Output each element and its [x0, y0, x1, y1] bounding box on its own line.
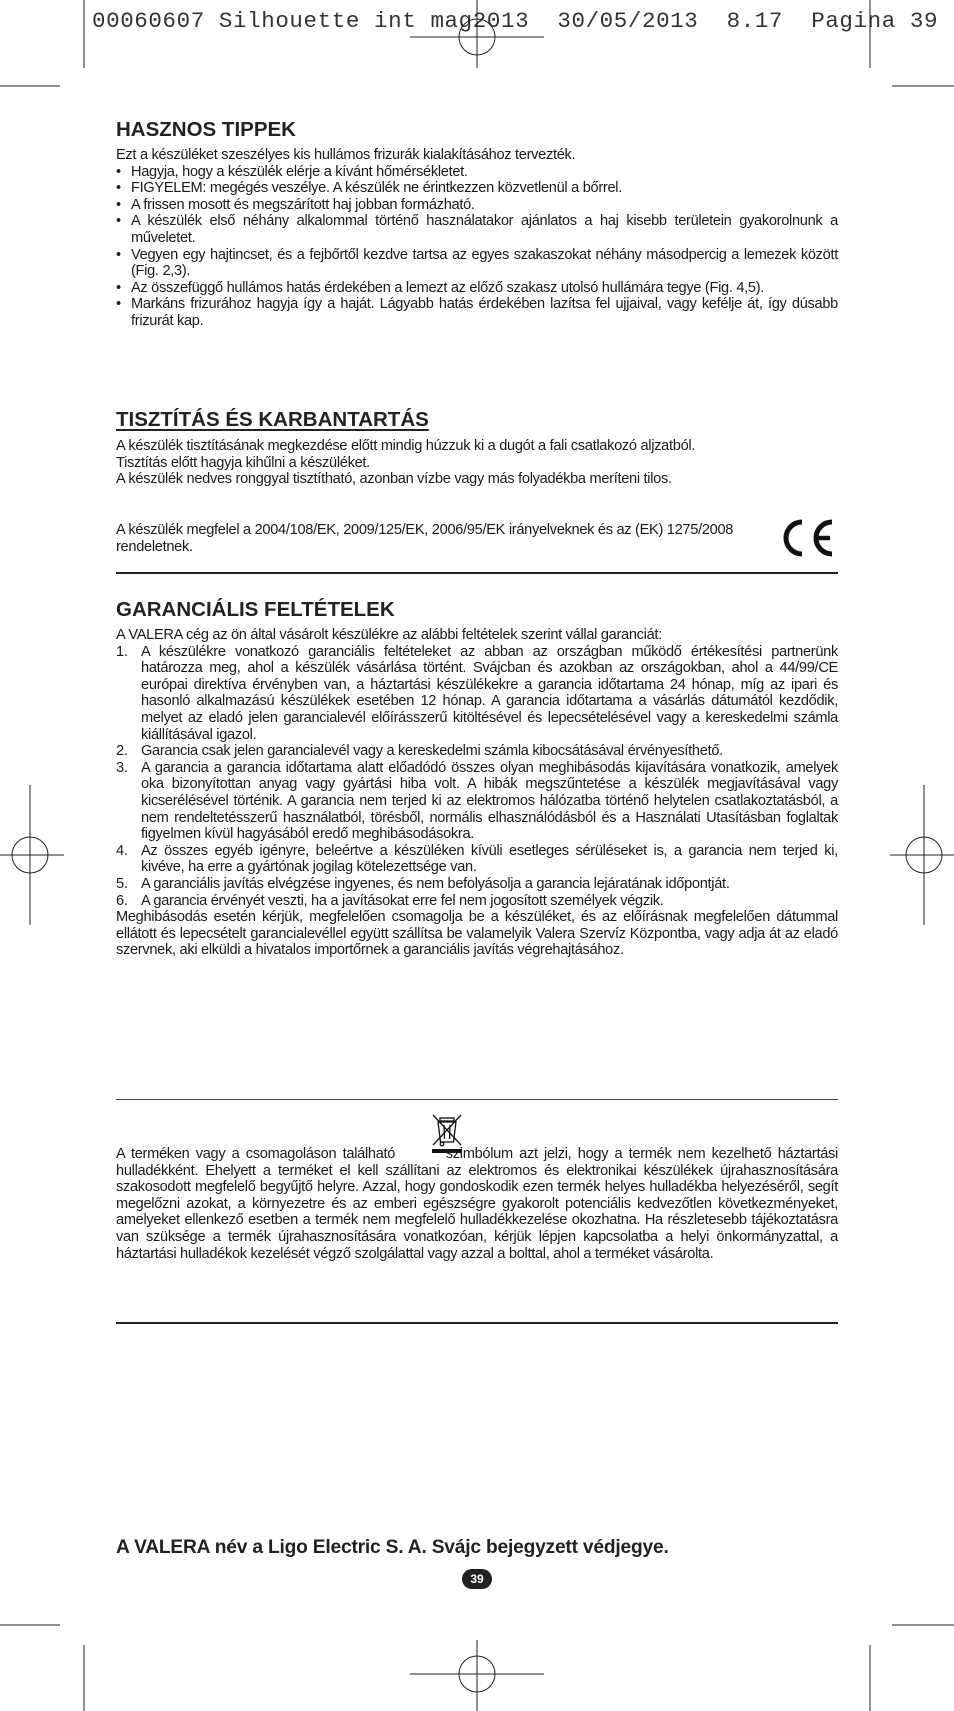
list-item-text: Garancia csak jelen garancialevél vagy a kereskedelmi számla kibocsátásával érvényesíthető.: [141, 743, 723, 760]
tips-intro: Ezt a készüléket szeszélyes kis hullámos frizurák kialakításához tervezték.: [116, 147, 576, 163]
list-item-text: A garancia érvényét veszti, ha a javításokat erre fel nem jogosított személyek végzik.: [141, 892, 664, 909]
list-item-number: 1.: [116, 643, 128, 660]
disposal-text-start: A terméken vagy a csomagoláson található: [116, 1146, 402, 1162]
page-number-badge: 39: [462, 1569, 492, 1589]
list-item: [116, 644, 838, 744]
list-item: • Hagyja, hogy a készülék elérje a kívánt hőmérsékletet.: [116, 163, 468, 180]
list-item: • A frissen mosott és megszárított haj jobban formázható.: [116, 196, 475, 213]
warranty-list: [116, 644, 838, 910]
warranty-closing: Meghibásodás esetén kérjük, megfelelően csomagolja be a készüléket, és az előírásnak megfelelően dátummal ellátott és lepecsételt garancialevéllel együtt szállítsa be valamelyik Valera Szervíz Központba, vagy adja át az eladó szervnek, aki elküldi a hivatalos importőrnek a garanciális javítás végrehajtásához.: [116, 909, 838, 959]
cleaning-body: [116, 438, 838, 488]
section-divider: [116, 1322, 838, 1324]
section-title-tips: HASZNOS TIPPEK: [116, 118, 296, 141]
list-item-text: A garancia a garancia időtartama alatt előadódó összes olyan meghibásodás kijavítására vonatkozik, amelyek oka bizonyítottan anyag vagy gyártási hiba volt. A hibák megszűntetése a készülék megjavításával vagy kicserélésével történik. A garancia nem terjed ki az elektromos hálózatba történő helytelen csatlakoztatásból, a nem rendeltetésszerű használatból, törésből, normális elhasználódásból és a Használati Utasításban foglaltak figyelmen kívül hagyásából eredő meghibásodásokra.: [141, 759, 838, 843]
registration-mark-icon: [410, 0, 544, 68]
cleaning-line: A készülék tisztításának megkezdése előtt mindig húzzuk ki a dugót a fali csatlakozó aljzatból.: [116, 438, 696, 454]
list-item: [116, 760, 838, 843]
compliance-statement: A készülék megfelel a 2004/108/EK, 2009/125/EK, 2006/95/EK irányelveknek és az (EK) 1275/2008 rendeletnek.: [116, 522, 734, 555]
registration-mark-icon: [410, 1640, 544, 1711]
list-item: [116, 743, 838, 760]
list-item-number: 5.: [116, 875, 128, 892]
section-divider: [116, 1099, 838, 1100]
list-item: • Az összefüggő hullámos hatás érdekében a lemezt az előző szakasz utolsó hullámára tegye (Fig. 4,5).: [116, 279, 765, 296]
warranty-body: [116, 627, 838, 959]
tips-body: [116, 147, 838, 330]
list-item-text: Markáns frizurához hagyja így a haját. Lágyabb hatás érdekében lazítsa fel ujjaival, vagy kefélje át, így dúsabb frizurát kap.: [131, 296, 838, 329]
trademark-notice: A VALERA név a Ligo Electric S. A. Svájc bejegyzett védjegye.: [116, 1537, 669, 1558]
list-item-text: A készülék első néhány alkalommal történő használatakor ajánlatos a haj kisebb területein gyakorolnunk a műveletet.: [131, 213, 838, 246]
section-divider: [116, 572, 838, 574]
section-title-warranty: GARANCIÁLIS FELTÉTELEK: [116, 598, 395, 621]
list-item-number: 2.: [116, 743, 128, 760]
section-title-cleaning: TISZTÍTÁS ÉS KARBANTARTÁS: [116, 408, 429, 431]
list-item-text: Hagyja, hogy a készülék elérje a kívánt hőmérsékletet.: [131, 163, 468, 180]
ce-mark-icon: [776, 518, 836, 558]
tips-list: [116, 164, 838, 330]
list-item: • A készülék első néhány alkalommal történő használatakor ajánlatos a haj kisebb területein gyakorolnunk a műveletet.: [116, 213, 838, 246]
list-item: • Vegyen egy hajtincset, és a fejbőrtől kezdve tartsa az egyes szakaszokat néhány másodpercig a lemezek között (Fig. 2,3).: [116, 246, 838, 280]
list-item-text: FIGYELEM: megégés veszélye. A készülék ne érintkezzen közvetlenül a bőrrel.: [131, 180, 622, 197]
list-item: • Markáns frizurához hagyja így a haját. Lágyabb hatás érdekében lazítsa fel ujjaival, vagy kefélje át, így dúsabb frizurát kap.: [116, 296, 838, 329]
cleaning-line: A készülék nedves ronggyal tisztítható, azonban vízbe vagy más folyadékba meríteni tilos.: [116, 471, 672, 488]
list-item: [116, 893, 838, 910]
list-item-text: A készülékre vonatkozó garanciális feltételeket az abban az országban működő értékesítési partnerünk határozza meg, ahol a készülék vásárlása történt. Svájcban és azokban az országokban, ahol a 44/99/CE európai direktíva érvényben van, a háztartási készülékekre a garancia időtartama 24 hónap, míg az ipari és hasonló alkalmazású készülékek esetében 12 hónap. A garancia időtartama a vásárlás dátumától kezdődik, melyet az eladó jelen garancialevél előírásszerű kitöltésével és lepecsételésével vagy a kereskedelmi számla kiállításával igazol.: [141, 643, 838, 743]
list-item-text: A garanciális javítás elvégzése ingyenes, és nem befolyásolja a garancia lejáratának időpontját.: [141, 875, 730, 892]
warranty-intro: A VALERA cég az ön által vásárolt készülékre az alábbi feltételek szerint vállal garanciát:: [116, 627, 662, 643]
list-item-number: 6.: [116, 892, 128, 909]
list-item-number: 3.: [116, 759, 128, 776]
registration-mark-icon: [890, 785, 954, 925]
list-item-number: 4.: [116, 842, 128, 859]
disposal-text-end: szimbólum azt jelzi, hogy a termék nem kezelhető háztartási hulladékként. Ehelyett a terméket el kell szállítani az elektromos és elektronikai készülékek újrahasznosítására szakosodott megfelelő begyűjtő helyre. Azzal, hogy gondoskodik ezen termék helyes hulladékba helyezéséről, segít megelőzni azokat, a környezetre és az emberi egészségre gyakorolt potenciális kedvezőtlen következményeket, amelyeket ellenkező esetben a termék nem megfelelő hulladékkezelése okozhatna. Ha részletesebb tájékoztatásra van szüksége a termék újrahasznosítására vonatkozóan, kérjük lépjen kapcsolatba a helyi önkormányzattal, a háztartási hulladékok kezelését végző szolgálattal vagy azzal a bolttal, ahol a terméket vásárolta.: [116, 1146, 838, 1262]
registration-mark-icon: [0, 785, 64, 925]
list-item-text: Az összes egyéb igényre, beleértve a készüléken kívüli esetleges sérüléseket is, a garancia nem terjed ki, kivéve, ha erre a gyártónak jogilag kötelezettsége van.: [141, 842, 838, 876]
list-item: • FIGYELEM: megégés veszélye. A készülék ne érintkezzen közvetlenül a bőrrel.: [116, 180, 622, 197]
list-item: [116, 843, 838, 876]
list-item-text: Az összefüggő hullámos hatás érdekében a lemezt az előző szakasz utolsó hullámára tegye (Fig. 4,5).: [131, 279, 765, 296]
list-item-text: A frissen mosott és megszárított haj jobban formázható.: [131, 196, 475, 213]
print-slug-line: 00060607 Silhouette int mag2013 30/05/2013 8.17 Pagina 39: [92, 8, 939, 34]
cleaning-line: Tisztítás előtt hagyja kihűlni a készüléket.: [116, 454, 370, 471]
list-item-text: Vegyen egy hajtincset, és a fejbőrtől kezdve tartsa az egyes szakaszokat néhány másodpercig a lemezek között (Fig. 2,3).: [131, 246, 838, 280]
list-item: [116, 876, 838, 893]
disposal-notice: [116, 1146, 838, 1262]
